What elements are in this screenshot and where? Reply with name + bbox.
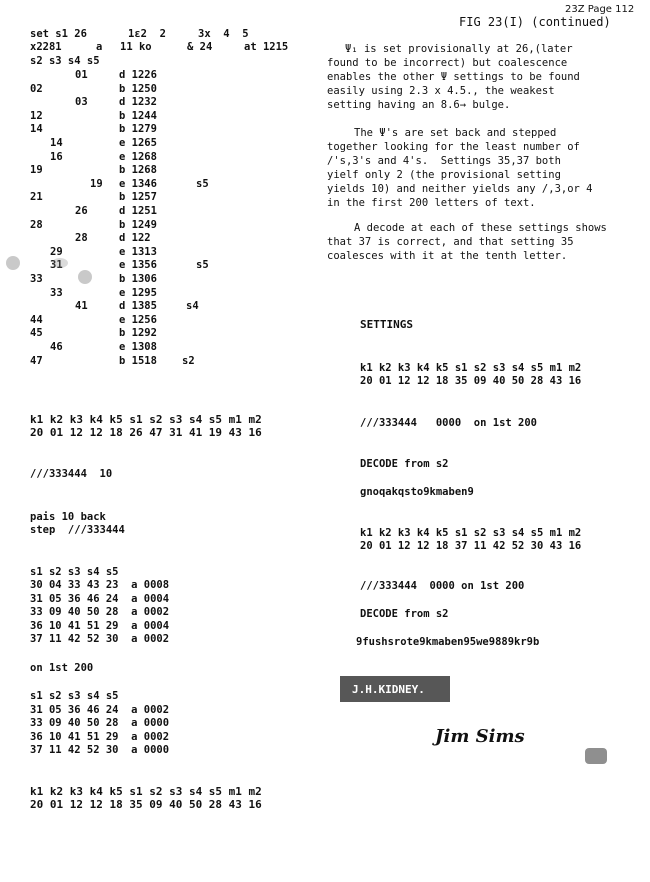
para1-line: easily using 2.3 x 4.5., the weakest — [327, 85, 555, 97]
offset-cell-q: 03 — [75, 96, 88, 109]
offset-cell-r: b 1292 — [119, 327, 157, 340]
offset-cell-q: 26 — [75, 205, 88, 217]
offset-cell-r: e 1268 — [119, 150, 157, 163]
offset-cell-p: 44 — [30, 313, 43, 326]
offset-cell-p: 14 — [30, 123, 43, 136]
left-row3: s2 s3 s4 s5 — [30, 55, 100, 67]
offset-cell-r: b 1268 — [119, 164, 157, 177]
pair-line1: pais 10 back — [30, 511, 106, 523]
table2-row: 36 10 41 51 29 a 0002 — [30, 731, 170, 743]
offset-cell-r: d 1251 — [119, 205, 157, 217]
para1-line: enables the other Ψ settings to be found — [327, 71, 580, 83]
offset-cell-p: 12 — [30, 109, 43, 122]
figure-title: FIG 23(I) (continued) — [459, 15, 611, 29]
offset-cell-r: e 1356 — [119, 259, 157, 272]
page-header: 23Z Page 112 — [565, 4, 635, 15]
table2-header: s1 s2 s3 s4 s5 — [30, 690, 119, 702]
offset-cell-q: 33 — [50, 286, 63, 299]
para3-line: A decode at each of these settings shows — [354, 222, 607, 234]
left-row2-b: a — [96, 41, 103, 53]
offset-cell-q: 01 — [75, 69, 88, 81]
left-header-col1: set s1 26 — [30, 28, 87, 40]
scan-smudge — [52, 258, 68, 268]
left-row2-a: x2281 — [30, 41, 62, 53]
offset-cell-r: b 1249 — [119, 218, 157, 231]
offset-cell-p: 02 — [30, 82, 43, 95]
offset-cell-p: 45 — [30, 327, 43, 340]
offset-cell-r: e 1346 — [119, 177, 157, 190]
para2-line: yields 10) and neither yields any /,3,or 4 — [327, 183, 593, 195]
pair-line2: step ///333444 — [30, 524, 125, 536]
settings1-line1: k1 k2 k3 k4 k5 s1 s2 s3 s4 s5 m1 m2 — [360, 362, 582, 374]
left-row2-e: at 1215 — [244, 41, 289, 53]
offset-cell-r: b 1306 — [119, 273, 157, 285]
offset-cell-q: 41 — [75, 300, 88, 313]
offset-cell-p: 21 — [30, 191, 43, 204]
offset-cell-r: e 1313 — [119, 245, 157, 258]
signature-smudge — [585, 748, 607, 764]
para3-line: coalesces with it at the tenth letter. — [327, 250, 568, 262]
offset-cell-p: 28 — [30, 218, 43, 231]
decode1-text: gnoqakqsto9kmaben9 — [360, 486, 474, 498]
stamp-text: J.H.KIDNEY. — [352, 683, 425, 696]
settings1-count: ///333444 0000 on 1st 200 — [360, 417, 538, 429]
offset-cell-s: s4 — [186, 300, 199, 313]
offset-cell-p: 47 — [30, 354, 43, 367]
left-row2-d: & 24 — [187, 41, 213, 53]
para2-line: in the first 200 letters of text. — [327, 197, 536, 209]
block1-line1: k1 k2 k3 k4 k5 s1 s2 s3 s4 s5 m1 m2 — [30, 413, 262, 426]
table1-row: 37 11 42 52 30 a 0002 — [30, 633, 170, 645]
offset-cell-q: 19 — [90, 177, 103, 190]
offset-cell-q: 46 — [50, 341, 63, 353]
table1-row: 33 09 40 50 28 a 0002 — [30, 606, 170, 618]
table1-row: 36 10 41 51 29 a 0004 — [30, 620, 170, 632]
offset-cell-r: b 1244 — [119, 109, 157, 122]
para1-line: Ψ₁ is set provisionally at 26,(later — [345, 43, 573, 55]
para2-line: The Ψ's are set back and stepped — [354, 127, 557, 139]
offset-cell-r: d 1232 — [119, 96, 157, 109]
block2-line1: k1 k2 k3 k4 k5 s1 s2 s3 s4 s5 m1 m2 — [30, 785, 262, 798]
offset-cell-q: 31 — [50, 259, 63, 272]
table1-header: s1 s2 s3 s4 s5 — [30, 566, 119, 578]
para2-line: together looking for the least number of — [327, 141, 580, 153]
offset-cell-p: 19 — [30, 164, 43, 177]
para1-line: setting having an 8.6→ bulge. — [327, 99, 511, 111]
decode2-label: DECODE from s2 — [360, 608, 449, 620]
offset-cell-q: 16 — [50, 150, 63, 163]
offset-cell-r: b 1250 — [119, 82, 157, 95]
table1-row: 31 05 36 46 24 a 0004 — [30, 593, 170, 605]
on-first-200: on 1st 200 — [30, 662, 94, 674]
settings-label: SETTINGS — [360, 318, 413, 331]
offset-cell-r: d 1226 — [119, 69, 157, 81]
offset-cell-s: s2 — [182, 354, 195, 367]
left-row2-c: 11 ko — [120, 41, 152, 53]
settings2-line2: 20 01 12 12 18 37 11 42 52 30 43 16 — [360, 540, 582, 552]
signature: Jim Sims — [435, 726, 525, 747]
decode1-label: DECODE from s2 — [360, 458, 449, 470]
table2-row: 33 09 40 50 28 a 0000 — [30, 717, 170, 729]
offset-cell-s: s5 — [196, 177, 209, 190]
scan-smudge — [78, 270, 92, 284]
offset-cell-r: e 1265 — [119, 137, 157, 149]
settings2-line1: k1 k2 k3 k4 k5 s1 s2 s3 s4 s5 m1 m2 — [360, 527, 582, 539]
offset-cell-r: d 1385 — [119, 300, 157, 313]
decode2-text: 9fushsrote9kmaben95we9889kr9b — [356, 636, 540, 648]
offset-cell-s: s5 — [196, 259, 209, 272]
offset-cell-r: b 1279 — [119, 123, 157, 136]
left-header-col3: 3x 4 5 — [198, 28, 249, 40]
offset-cell-r: e 1308 — [119, 341, 157, 353]
offset-cell-q: 28 — [75, 232, 88, 245]
scan-smudge — [6, 256, 20, 270]
table1-row: 30 04 33 43 23 a 0008 — [30, 579, 170, 591]
offset-cell-r: d 122 — [119, 232, 151, 245]
table2-row: 31 05 36 46 24 a 0002 — [30, 704, 170, 716]
offset-cell-r: b 1257 — [119, 191, 157, 204]
block2-line2: 20 01 12 12 18 35 09 40 50 28 43 16 — [30, 798, 262, 811]
para2-line: /'s,3's and 4's. Settings 35,37 both — [327, 155, 561, 167]
para2-line: yielf only 2 (the provisional setting — [327, 169, 561, 181]
block1-line2: 20 01 12 12 18 26 47 31 41 19 43 16 — [30, 426, 262, 439]
offset-cell-r: e 1256 — [119, 313, 157, 326]
offset-cell-q: 29 — [50, 245, 63, 258]
para3-line: that 37 is correct, and that setting 35 — [327, 236, 574, 248]
offset-cell-q: 14 — [50, 137, 63, 149]
table2-row: 37 11 42 52 30 a 0000 — [30, 744, 170, 756]
para1-line: found to be incorrect) but coalescence — [327, 57, 568, 69]
offset-cell-r: e 1295 — [119, 286, 157, 299]
slash-line: ///333444 10 — [30, 468, 113, 480]
settings2-count: ///333444 0000 on 1st 200 — [360, 580, 525, 592]
offset-cell-r: b 1518 — [119, 354, 157, 367]
offset-cell-p: 33 — [30, 273, 43, 285]
settings1-line2: 20 01 12 12 18 35 09 40 50 28 43 16 — [360, 375, 582, 387]
left-header-col2: 1ε2 2 — [128, 28, 166, 40]
